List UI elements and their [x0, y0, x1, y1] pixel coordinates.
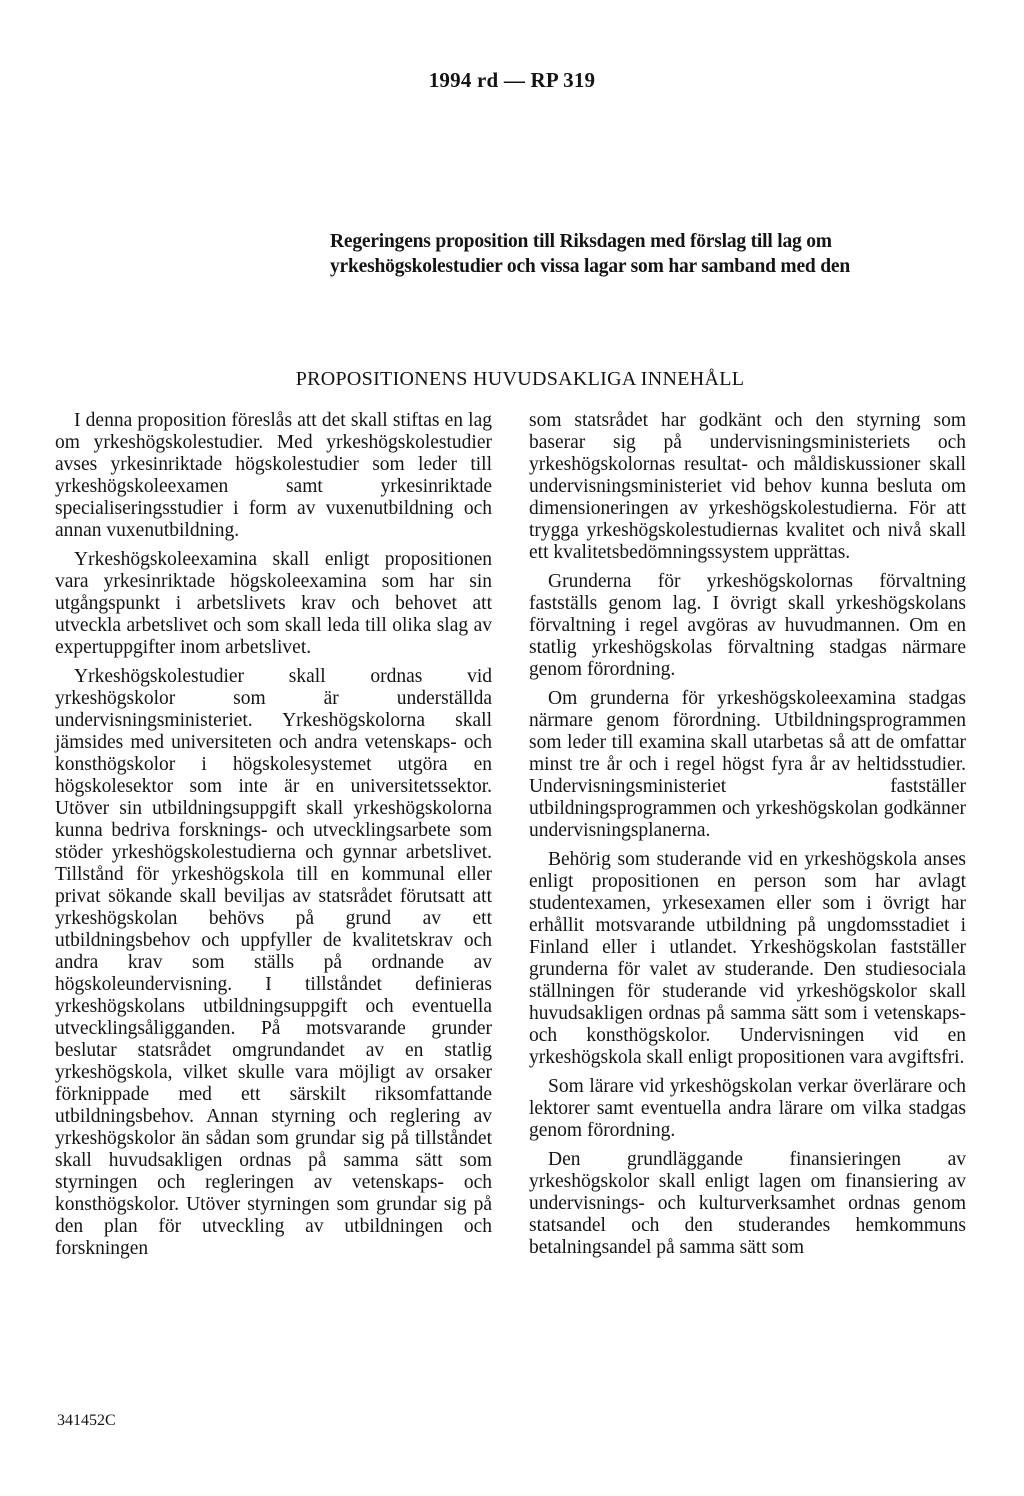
- right-paragraph-2: Grunderna för yrkeshögskolornas förvaltning fastställs genom lag. I övrigt skall yrkeshögskolans förvaltning i regel avgöras av huvudmannen. Om en statlig yrkeshögskolas förvaltning stadgas närmare genom förordning.: [529, 571, 966, 680]
- running-header: 1994 rd — RP 319: [428, 68, 596, 92]
- right-text-column: [529, 410, 966, 1266]
- right-paragraph-5: Som lärare vid yrkeshögskolan verkar överlärare och lektorer samt eventuella andra lärare om vilka stadgas genom förordning.: [529, 1076, 966, 1141]
- print-code: 341452C: [57, 1412, 116, 1429]
- left-paragraph-3: Yrkeshögskolestudier skall ordnas vid yrkeshögskolor som är underställda undervisningsministeriet. Yrkeshögskolorna skall jämsides med universiteten och andra vetenskaps- och konsthögskolor i högskolesystemet utgöra en högskolesektor som inte är en universitetssektor. Utöver sin utbildningsuppgift skall yrkeshögskolorna kunna bedriva forsknings- och utvecklingsarbete som stöder yrkeshögskolestudierna och gynnar arbetslivet. Tillstånd för yrkeshögskola till en kommunal eller privat sökande skall beviljas av statsrådet förutsatt att yrkeshögskolan behövs på grund av ett utbildningsbehov och uppfyller de kvalitetskrav och andra krav som ställs på ordnande av högskoleundervisning. I tillståndet definieras yrkeshögskolans utbildningsuppgift och eventuella utvecklingsåligganden. På motsvarande grunder beslutar statsrådet omgrundandet av en statlig yrkeshögskola, vilket skulle vara möjligt av orsaker förknippade med ett särskilt riksomfattande utbildningsbehov. Annan styrning och reglering av yrkeshögskolor än sådan som grundar sig på tillståndet skall huvudsakligen ordnas på samma sätt som styrningen och regleringen av vetenskaps- och konsthögskolor. Utöver styrningen som grundar sig på den plan för utveckling av utbildningen och forskningen: [55, 666, 492, 1259]
- right-paragraph-3: Om grunderna för yrkeshögskoleexamina stadgas närmare genom förordning. Utbildningsprogrammen som leder till examina skall utarbetas så att de omfattar minst tre år och i regel högst fyra år av heltidsstudier. Undervisningsministeriet fastställer utbildningsprogrammen och yrkeshögskolan godkänner undervisningsplanerna.: [529, 688, 966, 841]
- right-paragraph-1: som statsrådet har godkänt och den styrning som baserar sig på undervisningsministeriets och yrkeshögskolornas resultat- och måldiskussioner skall undervisningsministeriet vid behov kunna besluta om dimensioneringen av yrkeshögskolestudierna. För att trygga yrkeshögskolestudiernas kvalitet och nivå skall ett kvalitetsbedömningssystem upprättas.: [529, 410, 966, 563]
- left-text-column: [55, 410, 492, 1267]
- right-paragraph-6: Den grundläggande finansieringen av yrkeshögskolor skall enligt lagen om finansiering av undervisnings- och kulturverksamhet ordnas genom statsandel och den studerandes hemkommuns betalningsandel på samma sätt som: [529, 1149, 966, 1258]
- left-paragraph-2: Yrkeshögskoleexamina skall enligt propositionen vara yrkesinriktade högskoleexamina som har sin utgångspunkt i arbetslivets krav och behovet att utveckla arbetslivet och som skall leda till olika slag av expertuppgifter inom arbetslivet.: [55, 549, 492, 658]
- right-paragraph-4: Behörig som studerande vid en yrkeshögskola anses enligt propositionen en person som har avlagt studentexamen, yrkesexamen eller som i övrigt har erhållit motsvarande utbildning på ungdomsstadiet i Finland eller i utlandet. Yrkeshögskolan fastställer grunderna för valet av studerande. Den studiesociala ställningen för studerande vid yrkeshögskolor skall huvudsakligen ordnas på samma sätt som i vetenskaps- och konsthögskolor. Undervisningen vid en yrkeshögskola skall enligt propositionen vara avgiftsfri.: [529, 849, 966, 1068]
- left-paragraph-1: I denna proposition föreslås att det skall stiftas en lag om yrkeshögskolestudier. Med yrkeshögskolestudier avses yrkesinriktade högskolestudier som leder till yrkeshögskoleexamen samt yrkesinriktade specialiseringsstudier i form av vuxenutbildning och annan vuxenutbildning.: [55, 410, 492, 541]
- document-title: Regeringens proposition till Riksdagen med förslag till lag om yrkeshögskolestudier och vissa lagar som har samband med den: [330, 231, 850, 277]
- section-heading: PROPOSITIONENS HUVUDSAKLIGA INNEHÅLL: [295, 368, 745, 390]
